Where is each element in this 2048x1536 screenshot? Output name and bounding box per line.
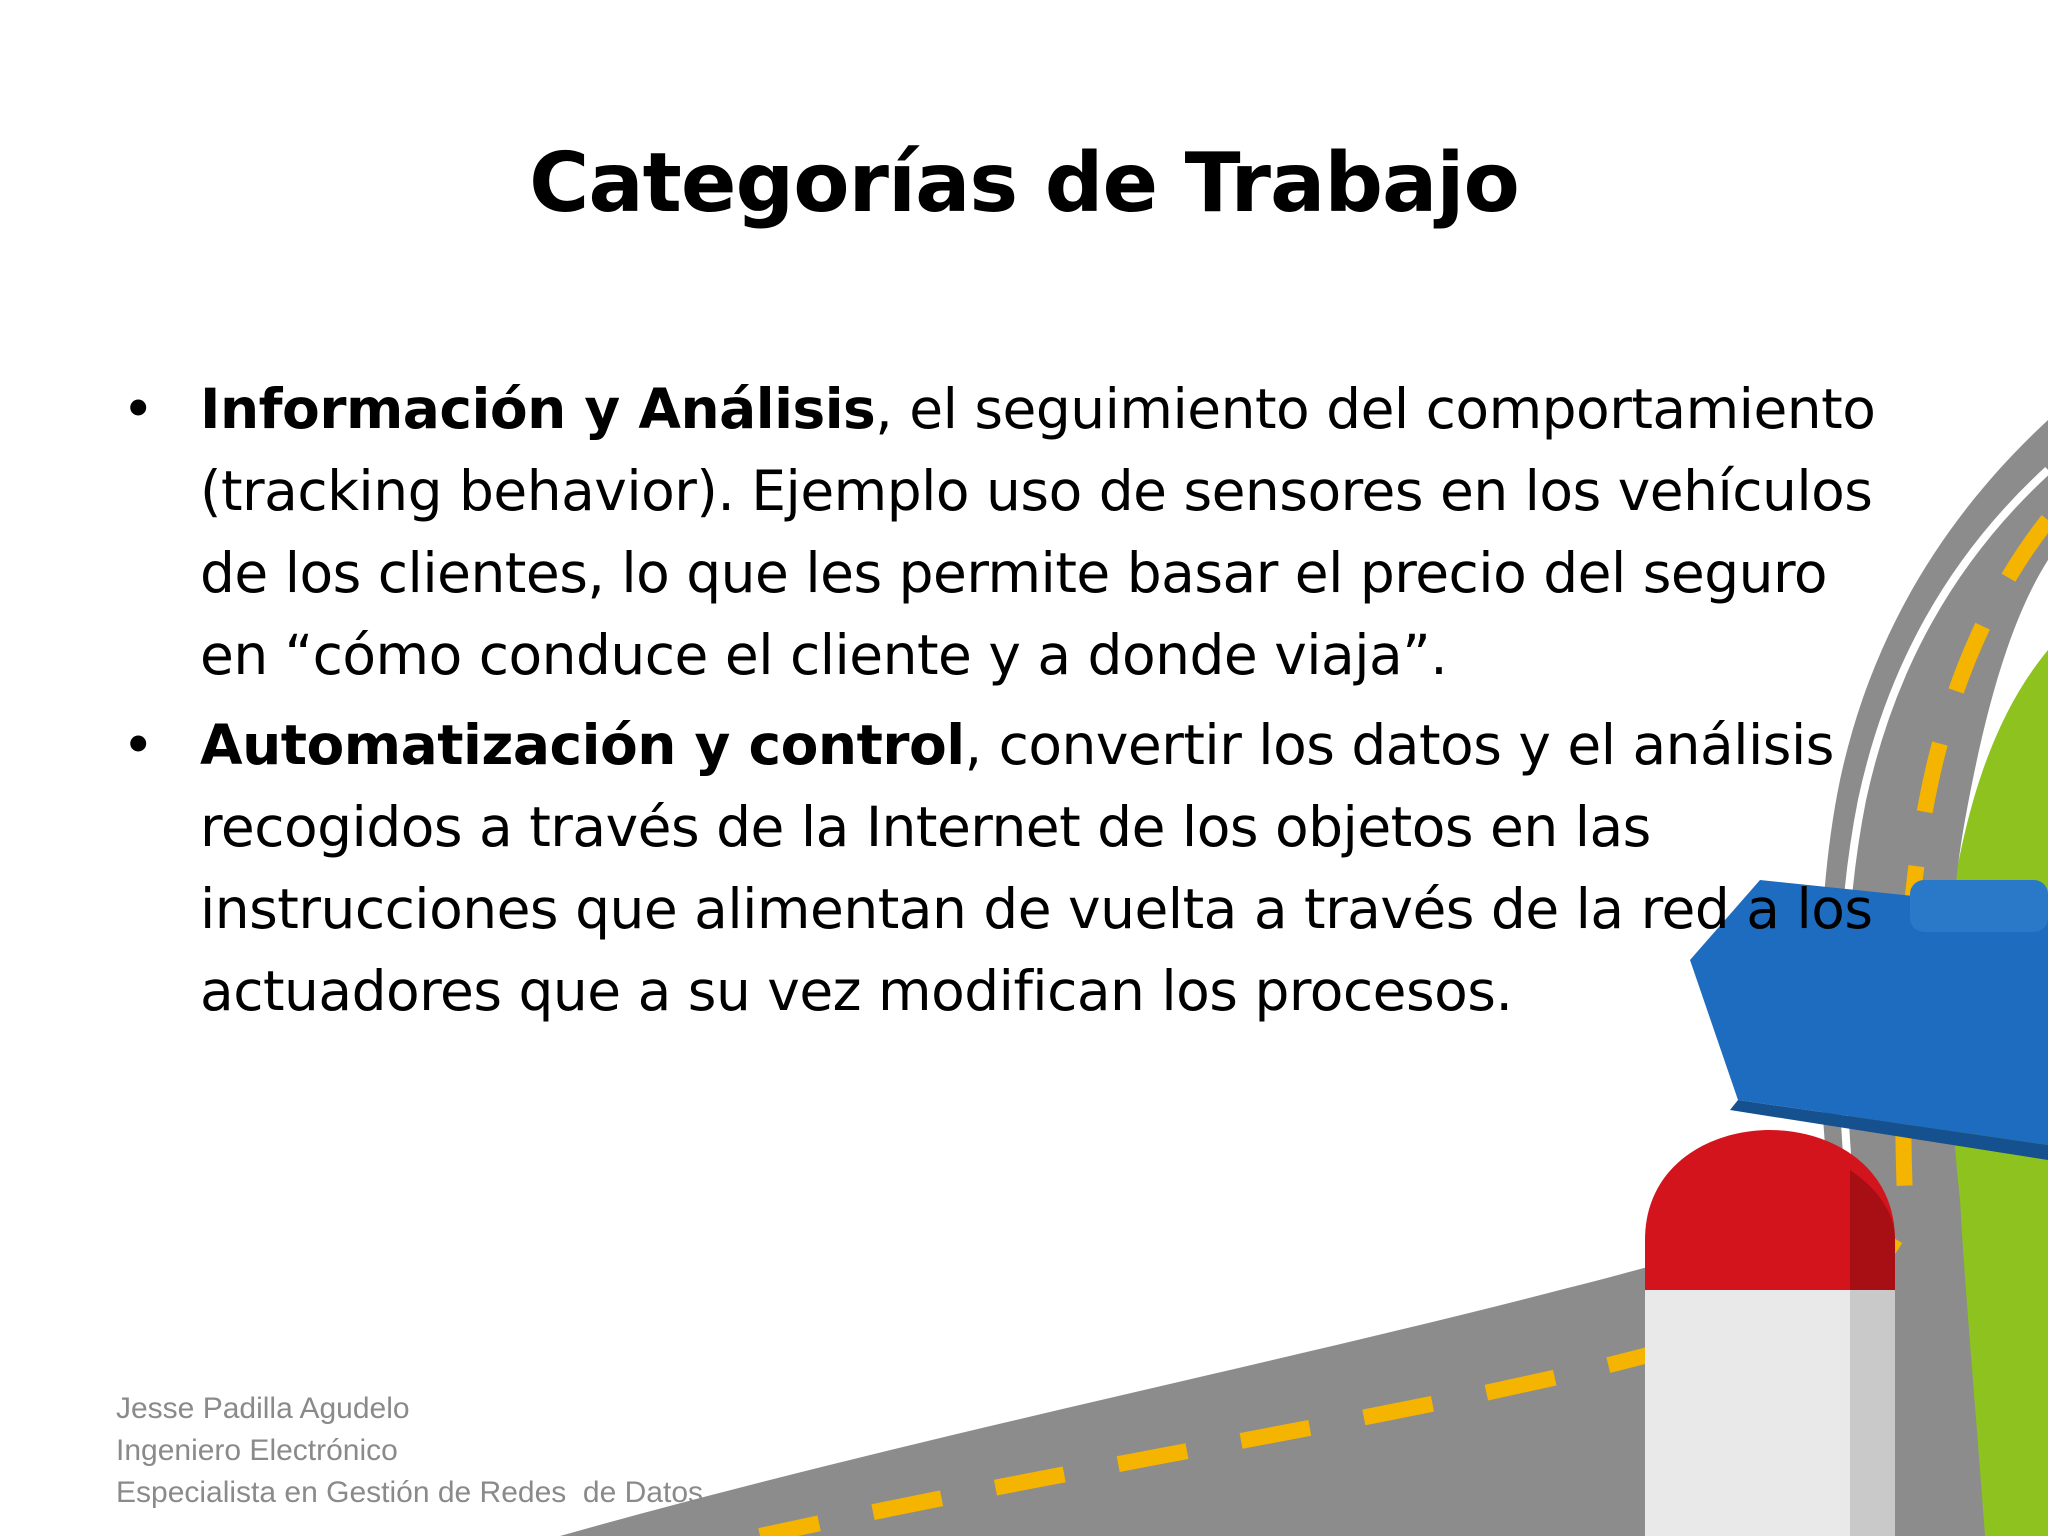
marker-base-shade bbox=[1850, 1280, 1895, 1536]
bullet-text: , el seguimiento del comportamiento (tracking behavior). Ejemplo uso de sensores en los vehículos de los clientes, lo que les permite basar el precio del seguro en “cómo conduce el cliente y a donde viaja”. bbox=[200, 377, 1876, 687]
bullet-heading: Automatización y control bbox=[200, 713, 965, 777]
blue-sign-post bbox=[1910, 880, 2048, 932]
bullet-icon: • bbox=[122, 713, 154, 777]
footer-author-title: Ingeniero Electrónico bbox=[116, 1434, 398, 1467]
slide-title: Categorías de Trabajo bbox=[529, 136, 1519, 231]
footer-author-name: Jesse Padilla Agudelo bbox=[116, 1392, 410, 1425]
bullet-item-informacion bbox=[120, 368, 1910, 696]
bullet-heading: Información y Análisis bbox=[200, 377, 876, 441]
bullet-item-automatizacion bbox=[120, 704, 1910, 1032]
bullet-icon: • bbox=[122, 377, 154, 441]
author-footer bbox=[116, 1388, 703, 1514]
footer-author-specialty: Especialista en Gestión de Redes de Datos bbox=[116, 1476, 704, 1509]
bullet-text: , convertir los datos y el análisis recogidos a través de la Internet de los objetos en las instrucciones que alimentan de vuelta a través de la red a los actuadores que a su vez modifican los procesos. bbox=[200, 713, 1873, 1023]
bullet-list bbox=[120, 368, 1910, 1040]
